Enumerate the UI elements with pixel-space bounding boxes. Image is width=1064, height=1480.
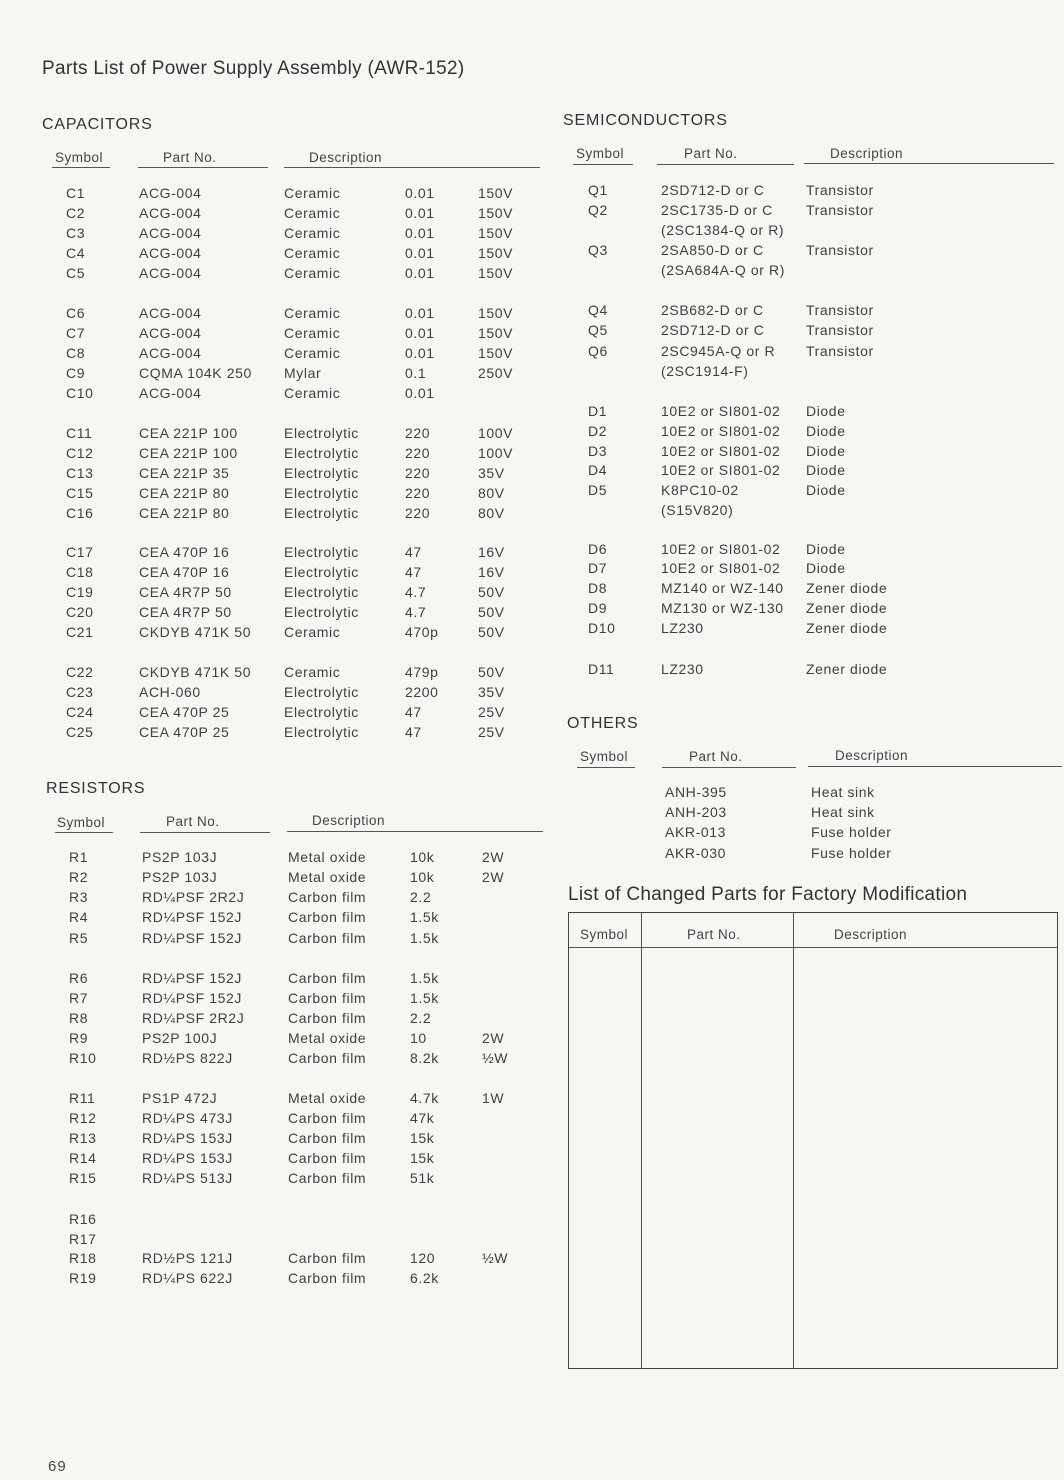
cell-symbol: C18 xyxy=(66,564,94,580)
semiconductors-header-rule-1 xyxy=(573,164,633,165)
cell-value: 47 xyxy=(405,544,422,560)
cell-description: Ceramic xyxy=(284,245,341,261)
cell-description: Carbon film xyxy=(288,1270,367,1286)
cell-part-no: RD¼PSF 152J xyxy=(142,990,242,1006)
cell-part-no: CKDYB 471K 50 xyxy=(139,624,252,640)
cell-part-no: ACG-004 xyxy=(139,385,202,401)
cell-symbol: Q3 xyxy=(588,242,608,258)
cell-symbol: R12 xyxy=(69,1110,97,1126)
cell-symbol: R7 xyxy=(69,990,89,1006)
capacitors-heading: CAPACITORS xyxy=(42,116,153,133)
cell-description: Electrolytic xyxy=(284,724,359,740)
cell-value: 10k xyxy=(410,869,435,885)
cell-description: Transistor xyxy=(806,242,874,258)
cell-rating: 150V xyxy=(478,205,514,221)
cell-part-no: 2SD712-D or C xyxy=(661,322,765,338)
cell-part-no: RD¼PSF 2R2J xyxy=(142,1010,245,1026)
cell-symbol: D9 xyxy=(588,600,608,616)
cell-rating: 50V xyxy=(478,664,505,680)
cell-rating: 16V xyxy=(478,544,505,560)
cell-part-no: RD¼PSF 152J xyxy=(142,909,242,925)
cell-symbol: C21 xyxy=(66,624,94,640)
cell-symbol: C7 xyxy=(66,325,86,341)
cell-value: 0.01 xyxy=(405,245,435,261)
cell-part-no: CEA 4R7P 50 xyxy=(139,584,232,600)
cell-value: 8.2k xyxy=(410,1050,439,1066)
cell-part-no: CEA 470P 25 xyxy=(139,704,230,720)
cell-rating: 250V xyxy=(478,365,514,381)
cell-rating: 50V xyxy=(478,604,505,620)
cell-part-no: CEA 470P 16 xyxy=(139,544,230,560)
capacitors-header-symbol: Symbol xyxy=(55,150,104,165)
cell-symbol: C2 xyxy=(66,205,86,221)
resistors-header-rule-1 xyxy=(55,832,113,833)
cell-description: Diode xyxy=(806,541,846,557)
cell-description: Diode xyxy=(806,482,846,498)
cell-part-no: RD¼PS 153J xyxy=(142,1130,233,1146)
cell-part-no: CEA 221P 80 xyxy=(139,485,230,501)
cell-description: Heat sink xyxy=(811,784,875,800)
cell-symbol: C16 xyxy=(66,505,94,521)
cell-description: Zener diode xyxy=(806,600,888,616)
cell-rating: 50V xyxy=(478,624,505,640)
cell-description: Carbon film xyxy=(288,1150,367,1166)
cell-symbol: R4 xyxy=(69,909,89,925)
cell-part-no: 2SC945A-Q or R xyxy=(661,343,776,359)
cell-value: 15k xyxy=(410,1150,435,1166)
cell-rating: 2W xyxy=(482,869,505,885)
cell-description: Metal oxide xyxy=(288,1030,367,1046)
cell-description: Ceramic xyxy=(284,205,341,221)
cell-part-no: 10E2 or SI801-02 xyxy=(661,403,781,419)
cell-description: Ceramic xyxy=(284,385,341,401)
cell-symbol: R17 xyxy=(69,1231,97,1247)
cell-description: Electrolytic xyxy=(284,445,359,461)
capacitors-header-description: Description xyxy=(309,150,383,165)
cell-part-no: ACH-060 xyxy=(139,684,201,700)
cell-value: 0.01 xyxy=(405,265,435,281)
others-heading: OTHERS xyxy=(567,715,639,732)
cell-value: 47 xyxy=(405,564,422,580)
cell-rating: 80V xyxy=(478,485,505,501)
cell-symbol: Q1 xyxy=(588,182,608,198)
cell-value: 0.01 xyxy=(405,225,435,241)
cell-description: Diode xyxy=(806,443,846,459)
cell-symbol: C10 xyxy=(66,385,94,401)
cell-part-no: CEA 221P 100 xyxy=(139,445,238,461)
cell-part-no: ACG-004 xyxy=(139,205,202,221)
cell-rating: 150V xyxy=(478,345,514,361)
cell-description: Electrolytic xyxy=(284,584,359,600)
cell-symbol: R13 xyxy=(69,1130,97,1146)
cell-description: Zener diode xyxy=(806,661,888,677)
cell-symbol: R3 xyxy=(69,889,89,905)
cell-symbol: R14 xyxy=(69,1150,97,1166)
cell-part-no: CEA 221P 100 xyxy=(139,425,238,441)
cell-description: Carbon film xyxy=(288,1110,367,1126)
cell-symbol: C4 xyxy=(66,245,86,261)
cell-value: 220 xyxy=(405,445,431,461)
cell-description: Carbon film xyxy=(288,990,367,1006)
changed-parts-divider-2 xyxy=(793,913,794,1368)
changed-parts-header-symbol: Symbol xyxy=(580,927,629,942)
cell-part-no: (2SA684A-Q or R) xyxy=(661,262,785,278)
cell-part-no: MZ130 or WZ-130 xyxy=(661,600,784,616)
cell-part-no: 10E2 or SI801-02 xyxy=(661,423,781,439)
cell-rating: 100V xyxy=(478,425,514,441)
changed-parts-title: List of Changed Parts for Factory Modification xyxy=(568,884,968,905)
cell-value: 220 xyxy=(405,465,431,481)
cell-part-no: PS2P 103J xyxy=(142,849,218,865)
cell-symbol: R16 xyxy=(69,1211,97,1227)
cell-rating: 150V xyxy=(478,225,514,241)
resistors-header-description: Description xyxy=(312,813,386,828)
cell-value: 4.7k xyxy=(410,1090,439,1106)
cell-part-no: CEA 4R7P 50 xyxy=(139,604,232,620)
cell-part-no: CEA 221P 80 xyxy=(139,505,230,521)
cell-symbol: R5 xyxy=(69,930,89,946)
changed-parts-header-description: Description xyxy=(834,927,908,942)
cell-part-no: CKDYB 471K 50 xyxy=(139,664,252,680)
cell-rating: 150V xyxy=(478,185,514,201)
cell-description: Electrolytic xyxy=(284,544,359,560)
cell-symbol: R2 xyxy=(69,869,89,885)
cell-part-no: PS2P 103J xyxy=(142,869,218,885)
cell-part-no: RD¼PSF 152J xyxy=(142,930,242,946)
cell-value: 51k xyxy=(410,1170,435,1186)
cell-rating: 150V xyxy=(478,245,514,261)
cell-symbol: C9 xyxy=(66,365,86,381)
cell-part-no: 10E2 or SI801-02 xyxy=(661,443,781,459)
cell-description: Zener diode xyxy=(806,620,888,636)
cell-value: 15k xyxy=(410,1130,435,1146)
cell-symbol: C1 xyxy=(66,185,86,201)
cell-rating: ½W xyxy=(482,1250,509,1266)
cell-part-no: (2SC1914-F) xyxy=(661,363,749,379)
cell-rating: ½W xyxy=(482,1050,509,1066)
cell-symbol: Q5 xyxy=(588,322,608,338)
cell-part-no: MZ140 or WZ-140 xyxy=(661,580,784,596)
cell-description: Transistor xyxy=(806,302,874,318)
cell-symbol: C12 xyxy=(66,445,94,461)
cell-symbol: C17 xyxy=(66,544,94,560)
cell-rating: 25V xyxy=(478,724,505,740)
cell-description: Transistor xyxy=(806,343,874,359)
resistors-heading: RESISTORS xyxy=(46,780,146,797)
cell-description: Fuse holder xyxy=(811,845,892,861)
cell-description: Carbon film xyxy=(288,1250,367,1266)
cell-symbol: D6 xyxy=(588,541,608,557)
cell-rating: 35V xyxy=(478,684,505,700)
cell-description: Transistor xyxy=(806,182,874,198)
changed-parts-divider-1 xyxy=(641,913,642,1368)
cell-description: Mylar xyxy=(284,365,322,381)
cell-rating: 80V xyxy=(478,505,505,521)
semiconductors-header-rule-2 xyxy=(657,164,794,165)
cell-part-no: CEA 221P 35 xyxy=(139,465,230,481)
cell-symbol: D5 xyxy=(588,482,608,498)
cell-part-no: ANH-203 xyxy=(665,804,727,820)
cell-part-no: ACG-004 xyxy=(139,225,202,241)
cell-symbol: R10 xyxy=(69,1050,97,1066)
cell-part-no: 10E2 or SI801-02 xyxy=(661,541,781,557)
cell-value: 47 xyxy=(405,704,422,720)
cell-symbol: D11 xyxy=(588,661,615,677)
cell-description: Ceramic xyxy=(284,225,341,241)
cell-symbol: R18 xyxy=(69,1250,97,1266)
cell-part-no: PS1P 472J xyxy=(142,1090,218,1106)
resistors-header-symbol: Symbol xyxy=(57,815,106,830)
cell-description: Metal oxide xyxy=(288,869,367,885)
cell-description: Electrolytic xyxy=(284,425,359,441)
cell-part-no: CEA 470P 16 xyxy=(139,564,230,580)
cell-description: Carbon film xyxy=(288,1010,367,1026)
cell-symbol: D8 xyxy=(588,580,608,596)
cell-part-no: RD¼PS 622J xyxy=(142,1270,233,1286)
cell-description: Carbon film xyxy=(288,930,367,946)
cell-part-no: AKR-030 xyxy=(665,845,727,861)
cell-rating: 25V xyxy=(478,704,505,720)
cell-part-no: RD½PS 121J xyxy=(142,1250,233,1266)
cell-part-no: 10E2 or SI801-02 xyxy=(661,462,781,478)
cell-value: 220 xyxy=(405,505,431,521)
cell-part-no: 10E2 or SI801-02 xyxy=(661,560,781,576)
cell-value: 47k xyxy=(410,1110,435,1126)
cell-rating: 50V xyxy=(478,584,505,600)
cell-symbol: C13 xyxy=(66,465,94,481)
cell-description: Electrolytic xyxy=(284,604,359,620)
semiconductors-heading: SEMICONDUCTORS xyxy=(563,112,728,129)
cell-description: Ceramic xyxy=(284,624,341,640)
others-header-rule-2 xyxy=(662,767,796,768)
cell-symbol: D7 xyxy=(588,560,608,576)
cell-part-no: ACG-004 xyxy=(139,265,202,281)
cell-rating: 150V xyxy=(478,305,514,321)
cell-symbol: C6 xyxy=(66,305,86,321)
cell-value: 4.7 xyxy=(405,584,427,600)
cell-value: 10k xyxy=(410,849,435,865)
cell-value: 220 xyxy=(405,425,431,441)
cell-symbol: D4 xyxy=(588,462,608,478)
cell-symbol: C25 xyxy=(66,724,94,740)
cell-description: Diode xyxy=(806,462,846,478)
cell-description: Electrolytic xyxy=(284,505,359,521)
cell-part-no: RD¼PS 513J xyxy=(142,1170,233,1186)
cell-part-no: LZ230 xyxy=(661,661,704,677)
capacitors-header-rule-1 xyxy=(52,167,110,168)
cell-value: 2200 xyxy=(405,684,439,700)
others-header-symbol: Symbol xyxy=(580,749,629,764)
cell-value: 0.01 xyxy=(405,385,435,401)
semiconductors-header-symbol: Symbol xyxy=(576,146,625,161)
cell-symbol: C20 xyxy=(66,604,94,620)
cell-symbol: C8 xyxy=(66,345,86,361)
cell-rating: 1W xyxy=(482,1090,505,1106)
cell-description: Fuse holder xyxy=(811,824,892,840)
cell-part-no: ACG-004 xyxy=(139,325,202,341)
cell-symbol: Q6 xyxy=(588,343,608,359)
cell-description: Diode xyxy=(806,560,846,576)
cell-description: Transistor xyxy=(806,322,874,338)
cell-description: Electrolytic xyxy=(284,465,359,481)
cell-value: 4.7 xyxy=(405,604,427,620)
cell-description: Zener diode xyxy=(806,580,888,596)
cell-part-no: 2SB682-D or C xyxy=(661,302,764,318)
cell-description: Electrolytic xyxy=(284,684,359,700)
cell-description: Electrolytic xyxy=(284,704,359,720)
cell-part-no: ACG-004 xyxy=(139,345,202,361)
cell-part-no: (2SC1384-Q or R) xyxy=(661,222,785,238)
cell-symbol: D1 xyxy=(588,403,608,419)
cell-value: 1.5k xyxy=(410,970,439,986)
cell-symbol: C3 xyxy=(66,225,86,241)
cell-symbol: C5 xyxy=(66,265,86,281)
cell-value: 2.2 xyxy=(410,889,432,905)
cell-part-no: ACG-004 xyxy=(139,305,202,321)
capacitors-header-part-no: Part No. xyxy=(163,150,217,165)
cell-symbol: Q2 xyxy=(588,202,608,218)
cell-symbol: C23 xyxy=(66,684,94,700)
cell-symbol: R15 xyxy=(69,1170,97,1186)
cell-description: Ceramic xyxy=(284,265,341,281)
cell-symbol: R6 xyxy=(69,970,89,986)
cell-part-no: ACG-004 xyxy=(139,245,202,261)
cell-symbol: R9 xyxy=(69,1030,89,1046)
resistors-header-part-no: Part No. xyxy=(166,814,220,829)
changed-parts-header-part-no: Part No. xyxy=(687,927,741,942)
cell-part-no: (S15V820) xyxy=(661,502,734,518)
cell-part-no: AKR-013 xyxy=(665,824,727,840)
cell-value: 1.5k xyxy=(410,909,439,925)
cell-part-no: ANH-395 xyxy=(665,784,727,800)
cell-value: 479p xyxy=(405,664,439,680)
cell-value: 220 xyxy=(405,485,431,501)
cell-symbol: R1 xyxy=(69,849,89,865)
cell-rating: 100V xyxy=(478,445,514,461)
cell-value: 1.5k xyxy=(410,930,439,946)
cell-rating: 150V xyxy=(478,325,514,341)
others-header-description: Description xyxy=(835,748,909,763)
cell-part-no: LZ230 xyxy=(661,620,704,636)
cell-description: Ceramic xyxy=(284,664,341,680)
resistors-header-rule-2 xyxy=(140,832,270,833)
semiconductors-header-part-no: Part No. xyxy=(684,146,738,161)
page-number: 69 xyxy=(48,1458,67,1475)
cell-part-no: 2SD712-D or C xyxy=(661,182,765,198)
cell-description: Diode xyxy=(806,403,846,419)
cell-part-no: CQMA 104K 250 xyxy=(139,365,252,381)
cell-description: Carbon film xyxy=(288,970,367,986)
cell-description: Ceramic xyxy=(284,325,341,341)
cell-symbol: D2 xyxy=(588,423,608,439)
cell-rating: 2W xyxy=(482,1030,505,1046)
cell-description: Transistor xyxy=(806,202,874,218)
cell-description: Carbon film xyxy=(288,1170,367,1186)
page-title: Parts List of Power Supply Assembly (AWR-152) xyxy=(42,58,465,79)
cell-symbol: R19 xyxy=(69,1270,97,1286)
cell-value: 47 xyxy=(405,724,422,740)
cell-symbol: D3 xyxy=(588,443,608,459)
cell-part-no: RD½PS 822J xyxy=(142,1050,233,1066)
cell-value: 1.5k xyxy=(410,990,439,1006)
others-header-rule-3 xyxy=(808,766,1062,767)
capacitors-header-rule-3 xyxy=(284,167,540,168)
changed-parts-table xyxy=(568,912,1058,1369)
resistors-header-rule-3 xyxy=(287,831,543,832)
cell-rating: 16V xyxy=(478,564,505,580)
cell-description: Metal oxide xyxy=(288,1090,367,1106)
cell-part-no: K8PC10-02 xyxy=(661,482,739,498)
cell-description: Ceramic xyxy=(284,345,341,361)
cell-symbol: C22 xyxy=(66,664,94,680)
cell-description: Carbon film xyxy=(288,1050,367,1066)
cell-value: 120 xyxy=(410,1250,436,1266)
cell-description: Carbon film xyxy=(288,889,367,905)
cell-description: Ceramic xyxy=(284,185,341,201)
cell-part-no: CEA 470P 25 xyxy=(139,724,230,740)
cell-value: 0.01 xyxy=(405,305,435,321)
cell-value: 470p xyxy=(405,624,439,640)
cell-description: Diode xyxy=(806,423,846,439)
cell-description: Carbon film xyxy=(288,909,367,925)
others-header-rule-1 xyxy=(577,767,635,768)
cell-part-no: RD¼PSF 152J xyxy=(142,970,242,986)
semiconductors-header-description: Description xyxy=(830,146,904,161)
cell-value: 0.01 xyxy=(405,205,435,221)
cell-symbol: C11 xyxy=(66,425,93,441)
cell-symbol: R11 xyxy=(69,1090,96,1106)
cell-value: 0.1 xyxy=(405,365,427,381)
cell-part-no: RD¼PS 153J xyxy=(142,1150,233,1166)
cell-part-no: RD¼PSF 2R2J xyxy=(142,889,245,905)
cell-rating: 150V xyxy=(478,265,514,281)
cell-description: Heat sink xyxy=(811,804,875,820)
cell-symbol: C19 xyxy=(66,584,94,600)
cell-symbol: C24 xyxy=(66,704,94,720)
cell-description: Electrolytic xyxy=(284,564,359,580)
cell-symbol: C15 xyxy=(66,485,94,501)
capacitors-header-rule-2 xyxy=(138,167,268,168)
cell-rating: 35V xyxy=(478,465,505,481)
cell-symbol: Q4 xyxy=(588,302,608,318)
cell-part-no: PS2P 100J xyxy=(142,1030,218,1046)
cell-part-no: RD¼PS 473J xyxy=(142,1110,233,1126)
cell-description: Metal oxide xyxy=(288,849,367,865)
cell-part-no: ACG-004 xyxy=(139,185,202,201)
cell-value: 0.01 xyxy=(405,185,435,201)
others-header-part-no: Part No. xyxy=(689,749,743,764)
cell-symbol: R8 xyxy=(69,1010,89,1026)
cell-value: 0.01 xyxy=(405,345,435,361)
cell-part-no: 2SC1735-D or C xyxy=(661,202,773,218)
cell-description: Electrolytic xyxy=(284,485,359,501)
cell-rating: 2W xyxy=(482,849,505,865)
cell-value: 6.2k xyxy=(410,1270,439,1286)
cell-symbol: D10 xyxy=(588,620,616,636)
cell-value: 2.2 xyxy=(410,1010,432,1026)
cell-description: Ceramic xyxy=(284,305,341,321)
cell-part-no: 2SA850-D or C xyxy=(661,242,764,258)
cell-value: 0.01 xyxy=(405,325,435,341)
cell-value: 10 xyxy=(410,1030,427,1046)
cell-description: Carbon film xyxy=(288,1130,367,1146)
changed-parts-header-rule xyxy=(569,947,1057,948)
semiconductors-header-rule-3 xyxy=(804,163,1054,164)
